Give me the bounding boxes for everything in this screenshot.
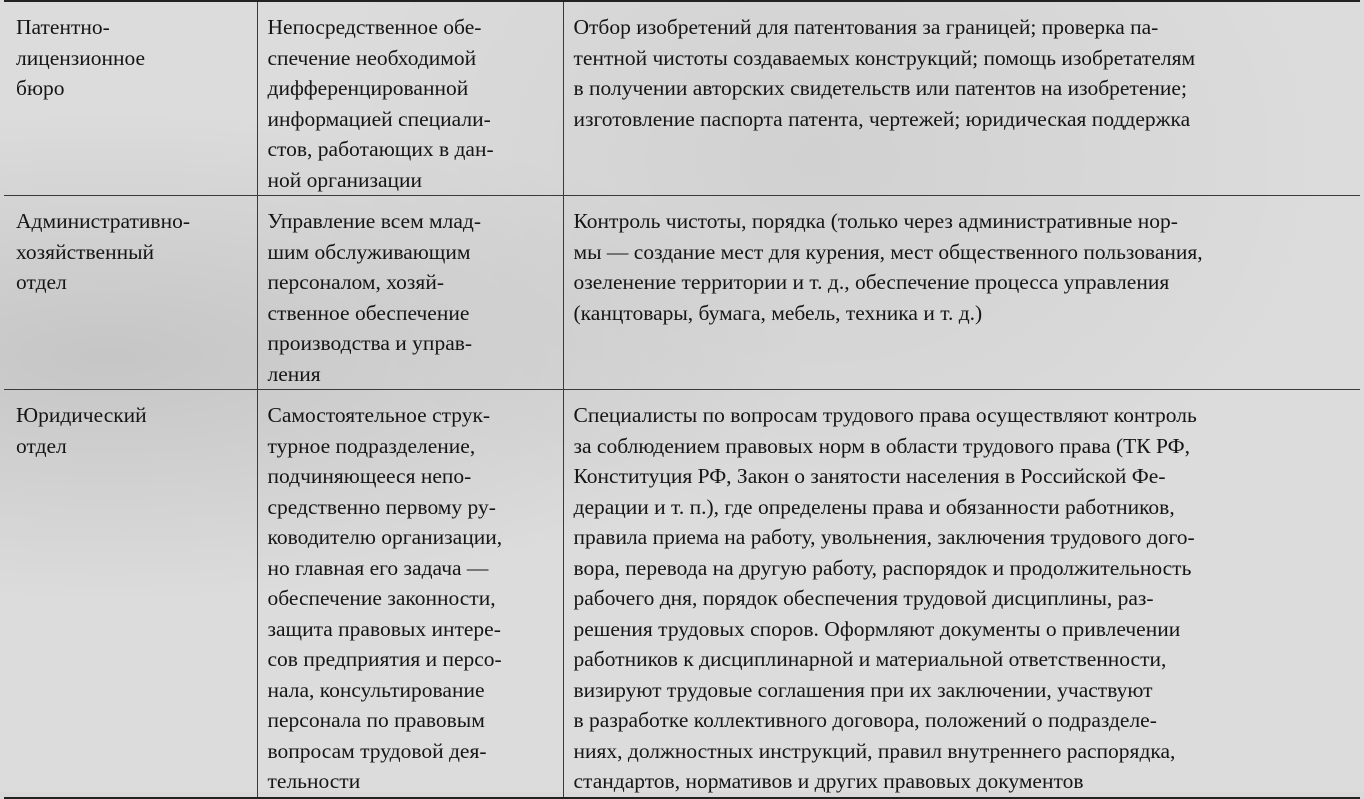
text-line: Отбор изобретений для патентования за границей; проверка па- (573, 15, 1159, 39)
text-line: визируют трудовые соглашения при их заключении, участвуют (573, 677, 1153, 702)
text-line: тельности (267, 769, 361, 793)
table-row (4, 196, 1360, 390)
departments-table (4, 0, 1360, 799)
text-line: персонала по правовым (267, 708, 485, 732)
text-line: Специалисты по вопросам трудового права осуществляют контроль (573, 403, 1197, 427)
text-line: рабочего дня, порядок обеспечения трудовой дисциплины, раз- (573, 586, 1154, 610)
text-line: ной организации (267, 167, 423, 192)
text-line: Конституция РФ, Закон о занятости населения в Российской Фе- (573, 464, 1166, 488)
text-line: лицензионное (16, 45, 146, 70)
text-line: Самостоятельное струк- (267, 403, 491, 427)
text-line: сов предприятия и персо- (267, 647, 502, 671)
text-line: дифференцированной (267, 76, 469, 100)
text-line: турное подразделение, (267, 433, 476, 458)
role-cell (257, 196, 563, 390)
text-line: тентной чистоты создаваемых конструкций; помощь изобретателям (573, 45, 1196, 70)
text-line: (канцтовары, бумага, мебель, техника и т. д.) (573, 300, 983, 325)
text-line: вопросам трудовой дея- (267, 738, 487, 763)
text-line: ководителю организации, (267, 525, 503, 549)
text-line: озеленение территории и т. д., обеспечение процесса управления (573, 270, 1170, 294)
text-line: дерации и т. п.), где определены права и обязанности работников, (573, 494, 1175, 519)
department-cell (4, 390, 257, 798)
text-line: но главная его задача — (267, 555, 489, 580)
text-line: подчиняющееся непо- (267, 464, 472, 488)
text-line: защита правовых интере- (267, 616, 501, 641)
text-line: отдел (16, 433, 67, 458)
text-line: стов, работающих в дан- (267, 137, 494, 161)
text-line: решения трудовых споров. Оформляют документы о привлечении (573, 616, 1181, 641)
text-line: стандартов, нормативов и других правовых документов (573, 769, 1084, 793)
text-line: ниях, должностных инструкций, правил внутреннего распорядка, (573, 738, 1176, 763)
role-cell (257, 1, 563, 196)
text-line: Административно- (16, 209, 190, 233)
text-line: отдел (16, 270, 67, 294)
text-line: Непосредственное обе- (267, 15, 482, 39)
text-line: правила приема на работу, увольнения, заключения трудового дого- (573, 525, 1195, 549)
table-body (4, 1, 1360, 798)
text-line: Патентно- (16, 15, 110, 39)
text-line: обеспечение законности, (267, 586, 496, 610)
text-line: бюро (16, 76, 65, 100)
functions-cell (563, 390, 1360, 798)
table-row (4, 1, 1360, 196)
text-line: вора, перевода на другую работу, распорядок и продолжительность (573, 555, 1192, 580)
text-line: в получении авторских свидетельств или патентов на изобретение; (573, 76, 1187, 100)
text-line: информацией специали- (267, 106, 491, 131)
text-line: ственное обеспечение (267, 300, 470, 325)
text-line: Юридический (16, 403, 147, 427)
text-line: мы — создание мест для курения, мест общественного пользования, (573, 239, 1203, 264)
text-line: производства и управ- (267, 331, 473, 355)
functions-cell (563, 1, 1360, 196)
text-line: шим обслуживающим (267, 239, 471, 264)
text-line: изготовление паспорта патента, чертежей; юридическая поддержка (573, 106, 1191, 131)
text-line: работников к дисциплинарной и материальной ответственности, (573, 647, 1167, 671)
text-line: Управление всем млад- (267, 209, 482, 233)
text-line: средственно первому ру- (267, 494, 496, 519)
role-cell (257, 390, 563, 798)
text-line: за соблюдением правовых норм в области трудового права (ТК РФ, (573, 433, 1190, 458)
text-line: персоналом, хозяй- (267, 270, 444, 294)
text-line: Контроль чистоты, порядка (только через административные нор- (573, 209, 1178, 233)
text-line: спечение необходимой (267, 45, 477, 70)
text-line: хозяйственный (16, 239, 155, 264)
text-line: ления (267, 361, 321, 386)
functions-cell (563, 196, 1360, 390)
text-line: нала, консультирование (267, 677, 485, 702)
department-cell (4, 196, 257, 390)
table-row (4, 390, 1360, 798)
text-line: в разработке коллективного договора, положений о подразделе- (573, 708, 1157, 732)
department-cell (4, 1, 257, 196)
